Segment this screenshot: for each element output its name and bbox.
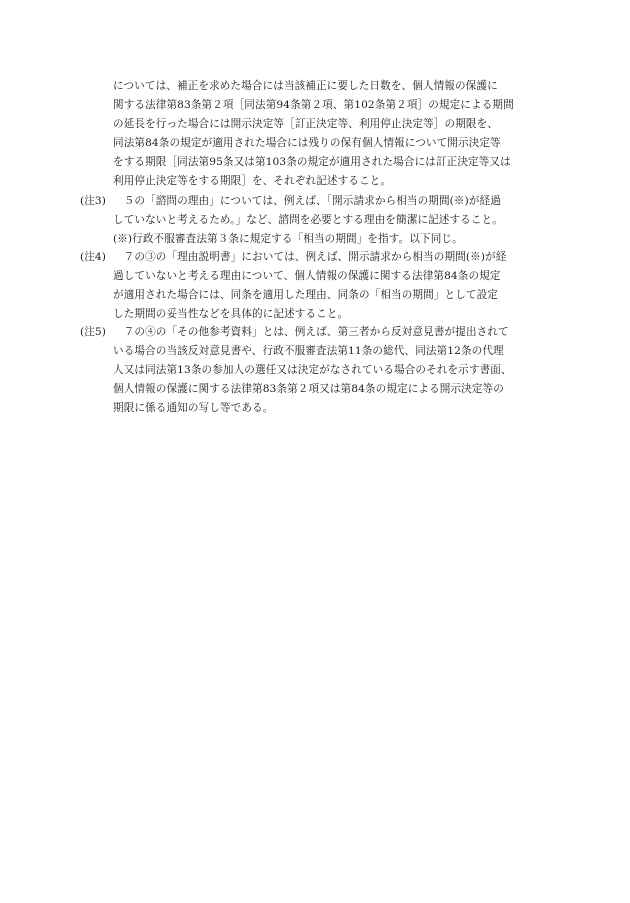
note-line: ７の③の「理由説明書」においては、例えば、開示請求から相当の期間(※)が経	[113, 251, 507, 263]
note-3	[80, 192, 560, 249]
intro-line: をする期限［同法第95条又は第103条の規定が適用された場合には訂正決定等又は	[113, 155, 511, 168]
intro-paragraph	[80, 77, 560, 190]
note-body	[113, 248, 560, 324]
intro-line: の延長を行った場合には開示決定等［訂正決定等、利用停止決定等］の期限を、	[113, 117, 498, 130]
intro-line: については、補正を求めた場合には当該補正に要した日数を、個人情報の保護に	[113, 80, 498, 92]
note-body	[113, 323, 560, 418]
note-line: した期間の妥当性などを具体的に記述すること。	[113, 307, 349, 320]
intro-line: 関する法律第83条第２項［同法第94条第２項、第102条第２項］の規定による期間	[113, 98, 514, 111]
note-line: ５の「諮問の理由」については、例えば、「開示請求から相当の期間(※)が経過	[113, 195, 501, 207]
intro-line: 同法第84条の規定が適用された場合には残りの保有個人情報について開示決定等	[113, 136, 501, 149]
note-line: 人又は同法第13条の参加人の選任又は決定がなされている場合のそれを示す書面、	[113, 363, 512, 376]
note-label: (注5)	[80, 326, 106, 338]
note-body	[113, 192, 560, 249]
note-4	[80, 248, 560, 324]
note-line: していないと考えるため。」など、諮問を必要とする理由を簡潔に記述すること。	[113, 213, 503, 226]
note-line: 過していないと考える理由について、個人情報の保護に関する法律第84条の規定	[113, 269, 501, 282]
note-5	[80, 323, 560, 418]
note-line: いる場合の当該反対意見書や、行政不服審査法第11条の総代、同法第12条の代理	[113, 344, 504, 357]
note-line: が適用された場合には、同条を適用した理由、同条の「相当の期間」として設定	[113, 288, 498, 301]
note-label: (注3)	[80, 195, 106, 207]
note-line: (※)行政不服審査法第３条に規定する「相当の期間」を指す。以下同じ。	[113, 232, 463, 245]
note-line: 個人情報の保護に関する法律第83条第２項又は第84条の規定による開示決定等の	[113, 382, 504, 395]
note-line: 期限に係る通知の写し等である。	[113, 401, 274, 414]
note-label: (注4)	[80, 251, 106, 263]
note-line: ７の④の「その他参考資料」とは、例えば、第三者から反対意見書が提出されて	[113, 326, 509, 338]
intro-line: 利用停止決定等をする期限］を、それぞれ記述すること。	[113, 174, 392, 187]
